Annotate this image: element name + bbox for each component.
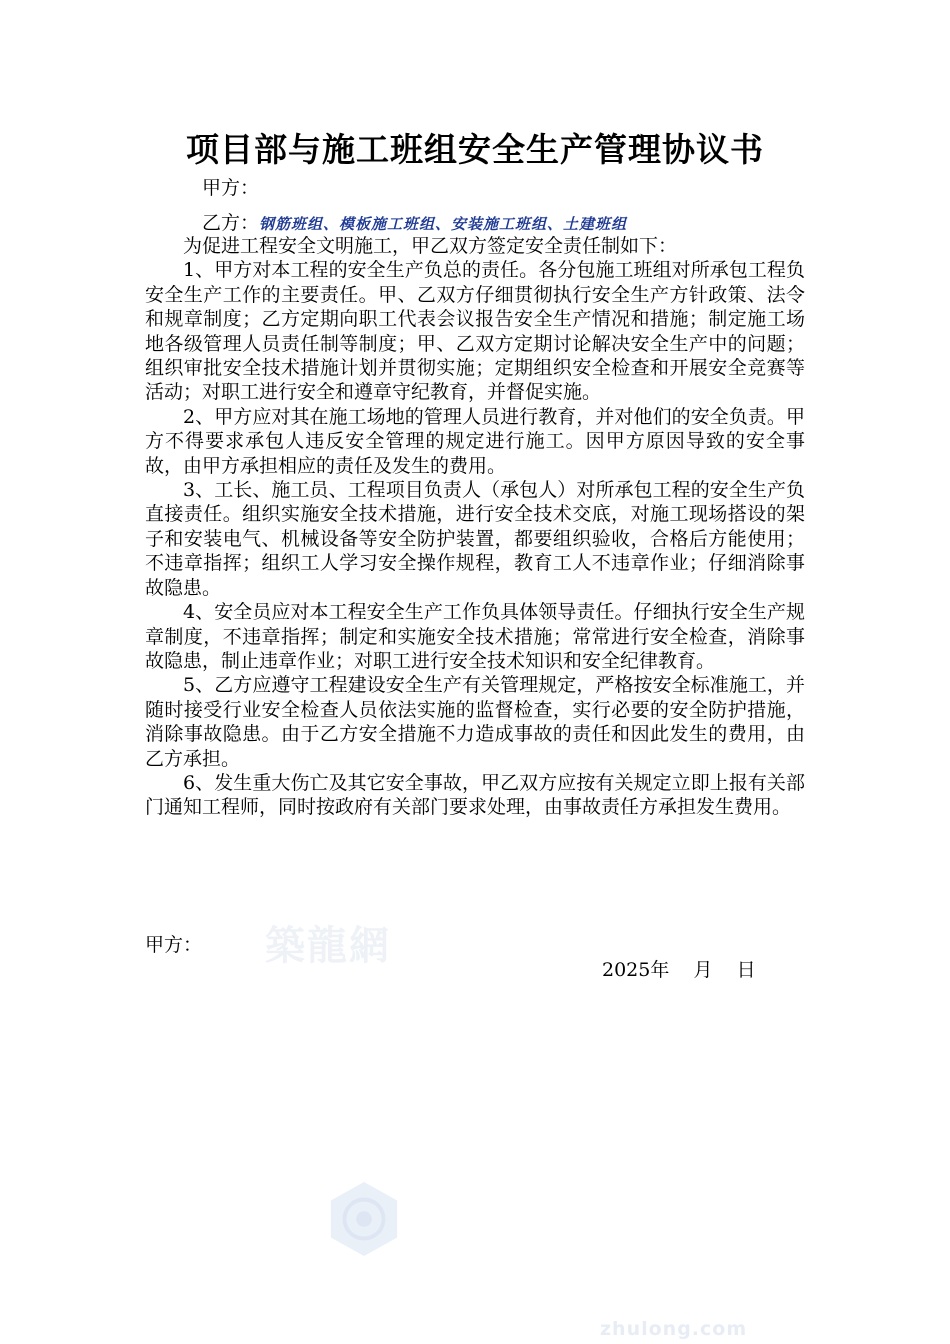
clause-3: 3、工长、施工员、工程项目负责人（承包人）对所承包工程的安全生产负直接责任。组织实施安全技术措施，进行安全技术交底，对施工现场搭设的架子和安装电气、机械设备等安全防护装置，都要组织验收，合格后方能使用；不违章指挥；组织工人学习安全操作规程，教育工人不违章作业；仔细消除事故隐患。 bbox=[145, 479, 805, 599]
clause-5: 5、乙方应遵守工程建设安全生产有关管理规定，严格按安全标准施工，并随时接受行业安全检查人员依法实施的监督检查，实行必要的安全防护措施，消除事故隐患。由于乙方安全措施不力造成事故的责任和因此发生的费用，由乙方承担。 bbox=[145, 674, 805, 770]
clause-6: 6、发生重大伤亡及其它安全事故，甲乙双方应按有关规定立即上报有关部门通知工程师，同时按政府有关部门要求处理，由事故责任方承担发生费用。 bbox=[145, 771, 805, 819]
intro-paragraph: 为促进工程安全文明施工，甲乙双方签定安全责任制如下： bbox=[183, 235, 678, 257]
document-title: 项目部与施工班组安全生产管理协议书 bbox=[186, 130, 764, 169]
watermark-text: 築龍網 bbox=[265, 922, 391, 969]
clause-2: 2、甲方应对其在施工场地的管理人员进行教育，并对他们的安全负责。甲方不得要求承包人违反安全管理的规定进行施工。因甲方原因导致的安全事故，由甲方承担相应的责任及发生的费用。 bbox=[145, 405, 805, 477]
party-b-groups: 钢筋班组、模板施工班组、安装施工班组、土建班组 bbox=[259, 215, 628, 233]
party-b-label: 乙方： bbox=[202, 212, 260, 234]
clause-4: 4、安全员应对本工程安全生产工作负具体领导责任。仔细执行安全生产规章制度，不违章指挥；制定和实施安全技术措施；常常进行安全检查，消除事故隐患，制止违章作业；对职工进行安全技术知识和安全纪律教育。 bbox=[145, 601, 805, 672]
signature-date: 2025年 月 日 bbox=[602, 959, 756, 981]
watermark-logo-icon bbox=[325, 1180, 403, 1258]
agreement-body bbox=[145, 234, 805, 820]
signature-party-a: 甲方： bbox=[145, 934, 203, 956]
party-b-line bbox=[202, 210, 627, 237]
watermark-url: zhulong.com bbox=[600, 1318, 748, 1340]
party-a-label: 甲方： bbox=[202, 177, 260, 199]
clause-1: 1、甲方对本工程的安全生产负总的责任。各分包施工班组对所承包工程负安全生产工作的主要责任。甲、乙双方仔细贯彻执行安全生产方针政策、法令和规章制度；乙方定期向职工代表会议报告安全生产情况和措施；制定施工场地各级管理人员责任制等制度；甲、乙双方定期讨论解决安全生产中的问题；组织审批安全技术措施计划并贯彻实施；定期组织安全检查和开展安全竞赛等活动；对职工进行安全和遵章守纪教育，并督促实施。 bbox=[145, 259, 805, 404]
